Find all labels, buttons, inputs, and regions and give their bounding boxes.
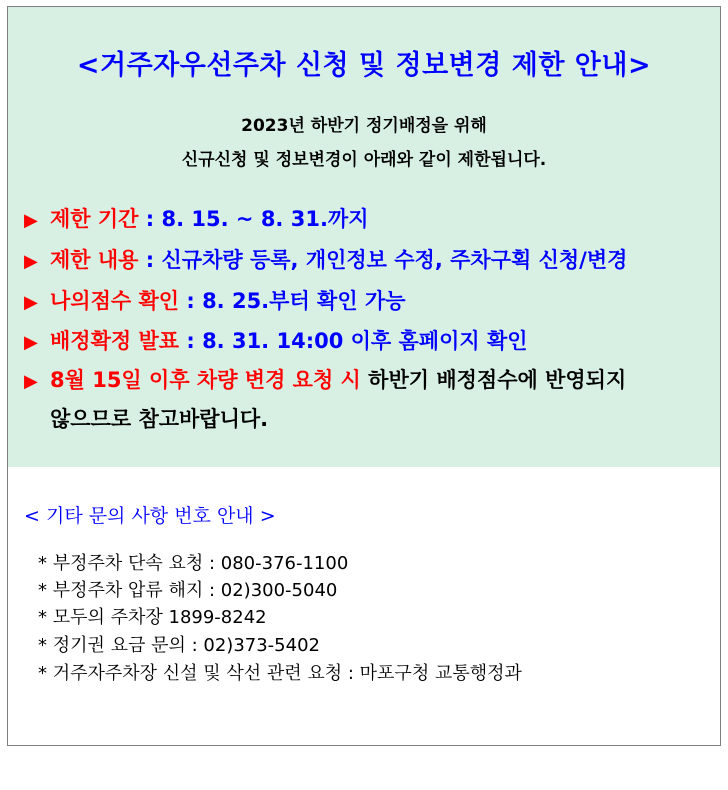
item-label: 제한 기간 xyxy=(50,207,139,231)
warning-black-text: 하반기 배정점수에 반영되지 xyxy=(360,368,627,392)
triangle-bullet-icon: ▶ xyxy=(24,251,38,272)
contact-item: * 부정주차 압류 해지 : 02)300-5040 xyxy=(38,580,338,601)
notice-title: <거주자우선주차 신청 및 정보변경 제한 안내> xyxy=(76,50,652,81)
contacts-heading: < 기타 문의 사항 번호 안내 > xyxy=(24,505,276,527)
item-value: 8. 31. 14:00 이후 홈페이지 확인 xyxy=(202,329,528,353)
item-value: 신규차량 등록, 개인정보 수정, 주차구획 신청/변경 xyxy=(161,248,628,272)
notice-panel xyxy=(8,7,720,467)
notice-item-announcement xyxy=(24,325,712,355)
item-label: 배정확정 발표 xyxy=(50,329,180,353)
contact-item: * 정기권 요금 문의 : 02)373-5402 xyxy=(38,635,320,656)
contact-item: * 부정주차 단속 요청 : 080-376-1100 xyxy=(38,553,349,574)
item-label: 나의점수 확인 xyxy=(50,289,180,313)
item-separator: : xyxy=(138,248,162,272)
item-value: 8. 15. ~ 8. 31.까지 xyxy=(161,207,369,231)
notice-item-period xyxy=(24,203,712,233)
warning-red-text: 8월 15일 이후 차량 변경 요청 시 xyxy=(50,368,361,392)
notice-item-score xyxy=(24,285,712,315)
notice-warning-continuation: 않으므로 참고바랍니다. xyxy=(50,407,269,431)
notice-frame xyxy=(7,6,721,746)
item-separator: : xyxy=(138,207,162,231)
triangle-bullet-icon: ▶ xyxy=(24,332,38,353)
notice-subtitle-line1: 2023년 하반기 정기배정을 위해 xyxy=(241,116,487,136)
triangle-bullet-icon: ▶ xyxy=(24,371,38,392)
item-label: 제한 내용 xyxy=(50,248,139,272)
triangle-bullet-icon: ▶ xyxy=(24,210,38,231)
triangle-bullet-icon: ▶ xyxy=(24,292,38,313)
contact-item: * 모두의 주차장 1899-8242 xyxy=(38,607,267,628)
notice-item-content xyxy=(24,244,712,274)
item-value: 8. 25.부터 확인 가능 xyxy=(202,289,406,313)
contact-item: * 거주자주차장 신설 및 삭선 관련 요청 : 마포구청 교통행정과 xyxy=(38,663,522,684)
item-separator: : xyxy=(179,289,203,313)
notice-subtitle-line2: 신규신청 및 정보변경이 아래와 같이 제한됩니다. xyxy=(181,150,547,170)
item-separator: : xyxy=(179,329,203,353)
notice-warning xyxy=(24,364,712,394)
